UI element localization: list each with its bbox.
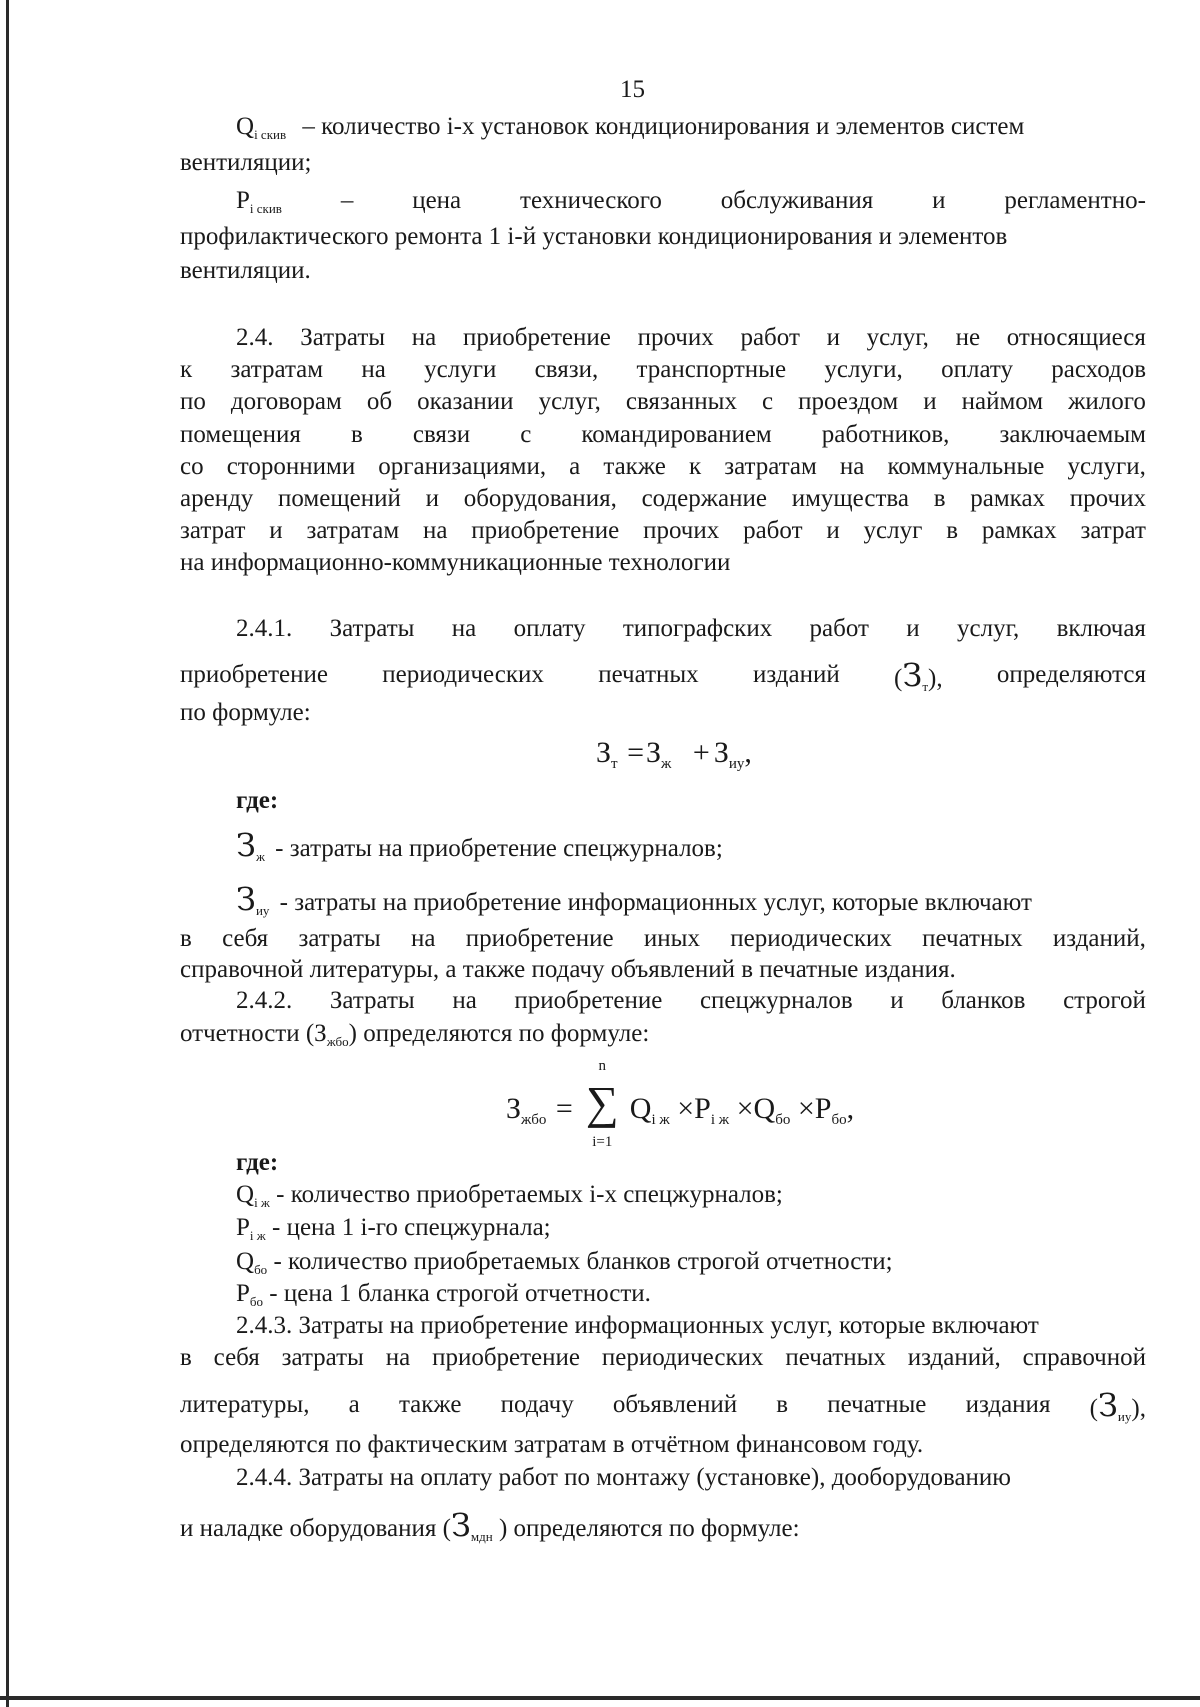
definition-p-bo: $P_{бо}$ - цена 1 бланка строгой отчетности.	[236, 1280, 651, 1309]
section-2-4-3-line-1: 2.4.3. Затраты на приобретение информационных услуг, которые включают	[236, 1312, 1039, 1339]
section-2-4-1-line-1: 2.4.1. Затраты на оплату типографских работ и услуг, включая	[236, 615, 1146, 642]
definition-zh: $З_ж$ - затраты на приобретение спецжурналов;	[236, 826, 723, 864]
section-2-4-3-line-3: литературы, а также подачу объявлений в печатные издания $(З_{иу})$,	[180, 1386, 1146, 1424]
section-2-4-line-2: к затратам на услуги связи, транспортные услуги, оплату расходов	[180, 356, 1146, 383]
scan-edge-bottom	[0, 1696, 1200, 1700]
definition-p-izh: $P_{i ж}$ - цена 1 i-го спецжурнала;	[236, 1214, 551, 1243]
section-2-4-line-3: по договорам об оказании услуг, связанных с проездом и наймом жилого	[180, 388, 1146, 415]
where-label-2: где:	[236, 1149, 279, 1176]
section-2-4-line-8: на информационно-коммуникационные технологии	[180, 549, 731, 576]
formula-zzhbo: $З_{жбо}$ = n ∑ i=1 $Q_{i ж} \times P_{i ж} \times Q_{бо} \times P_{бо}$,	[506, 1058, 855, 1150]
section-2-4-1-line-3: по формуле:	[180, 699, 311, 726]
section-2-4-2-line-2: отчетности $(З_{жбо})$ определяются по формуле:	[180, 1020, 650, 1049]
sum-operator: n ∑ i=1	[585, 1058, 619, 1150]
definition-ziu: $З_{иу}$ - затраты на приобретение информационных услуг, которые включают	[236, 880, 1032, 918]
page-number: 15	[620, 76, 645, 103]
section-2-4-line-5: со сторонними организациями, а также к затратам на коммунальные услуги,	[180, 453, 1146, 480]
definition-q-bo: $Q_{бо}$ - количество приобретаемых бланков строгой отчетности;	[236, 1248, 893, 1277]
section-2-4-3-line-2: в себя затраты на приобретение периодических печатных изданий, справочной	[180, 1344, 1146, 1371]
definition-ziu-line-2: в себя затраты на приобретение иных периодических печатных изданий,	[180, 925, 1146, 952]
section-2-4-line-4: помещения в связи с командированием работников, заключаемым	[180, 421, 1146, 448]
section-2-4-4-line-2: и наладке оборудования ($З_{мдн}$ ) определяются по формуле:	[180, 1506, 800, 1544]
section-2-4-4-line-1: 2.4.4. Затраты на оплату работ по монтажу (установке), дооборудованию	[236, 1464, 1011, 1491]
definition-p-iskiv-cont2: вентиляции.	[180, 257, 311, 284]
section-2-4-line-7: затрат и затратам на приобретение прочих работ и услуг в рамках затрат	[180, 517, 1146, 544]
definition-ziu-line-3: справочной литературы, а также подачу объявлений в печатные издания.	[180, 956, 956, 983]
section-2-4-3-line-4: определяются по фактическим затратам в отчётном финансовом году.	[180, 1431, 924, 1458]
definition-q-izh: $Q_{i ж}$ - количество приобретаемых i-х спецжурналов;	[236, 1181, 783, 1210]
scan-edge-left	[6, 0, 9, 1707]
section-2-4-2-line-1: 2.4.2. Затраты на приобретение спецжурналов и бланков строгой	[236, 987, 1146, 1014]
definition-p-iskiv: $P_{i скив}$ – цена технического обслуживания и регламентно-	[236, 187, 1146, 216]
section-2-4-1-line-2: приобретение периодических печатных изданий $(З_т)$, определяются	[180, 656, 1146, 694]
section-2-4-line-1: 2.4. Затраты на приобретение прочих работ и услуг, не относящиеся	[236, 324, 1146, 351]
where-label-1: где:	[236, 787, 279, 814]
definition-p-iskiv-cont1: профилактического ремонта 1 i-й установки кондиционирования и элементов	[180, 223, 1008, 250]
definition-q-iskiv-cont: вентиляции;	[180, 149, 312, 176]
definition-q-iskiv: $Q_{i скив}$ – количество i-х установок кондиционирования и элементов систем	[236, 113, 1025, 142]
formula-zt: $З_т =З_ж + З_{иу}$,	[596, 736, 752, 772]
section-2-4-line-6: аренду помещений и оборудования, содержание имущества в рамках прочих	[180, 485, 1146, 512]
